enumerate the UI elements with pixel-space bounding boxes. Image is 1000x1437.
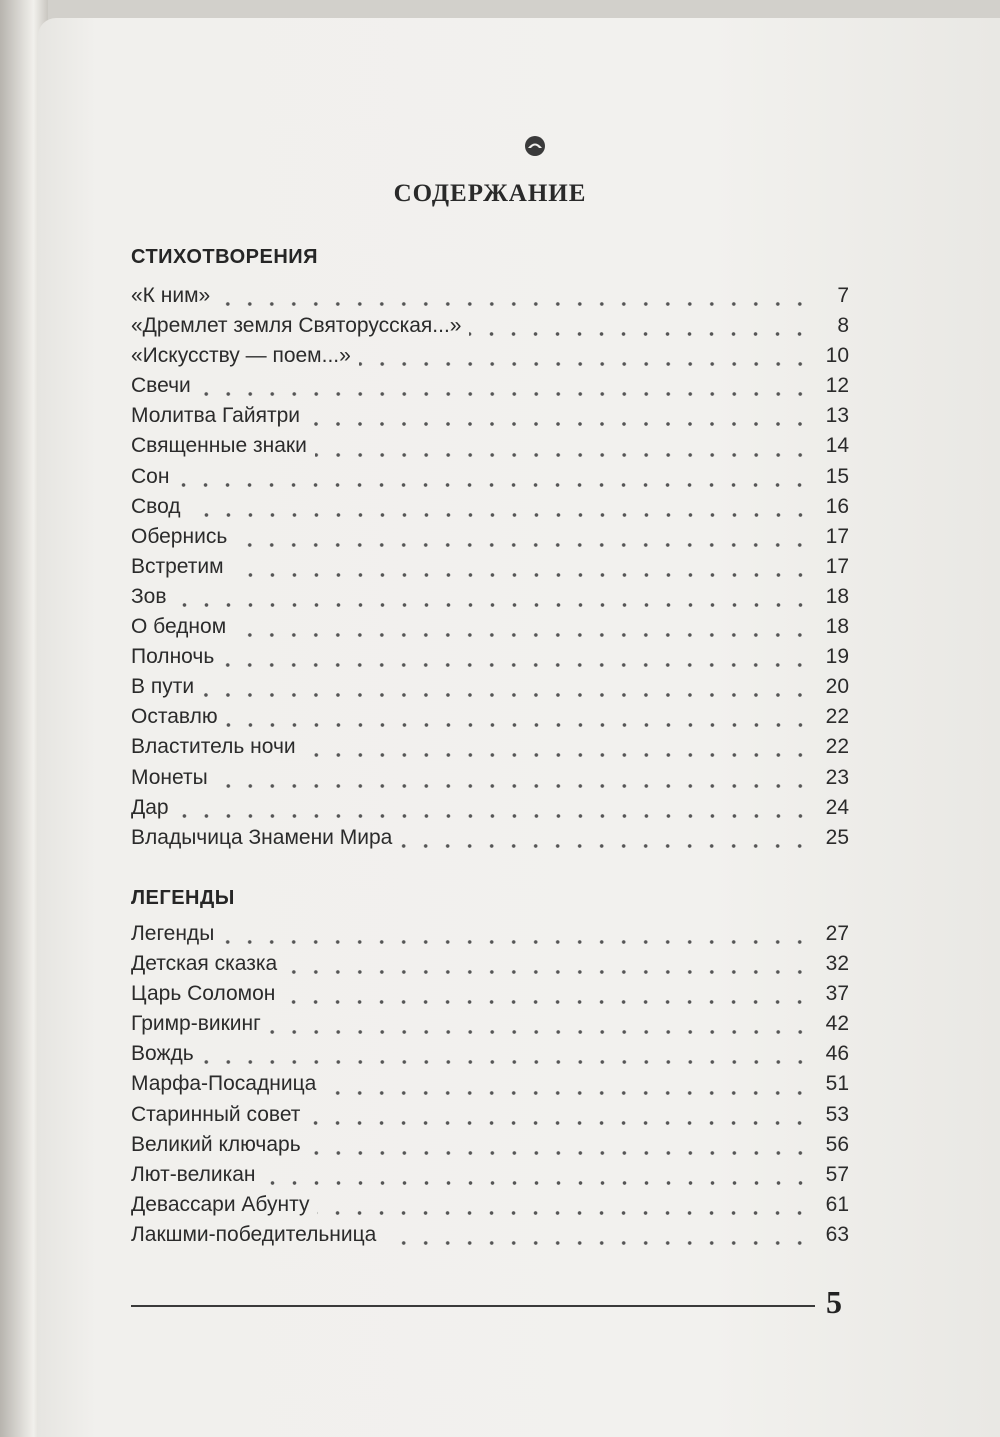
toc-entry	[131, 284, 849, 314]
toc-entry-title: Свод	[131, 494, 181, 518]
toc-entry	[131, 922, 849, 952]
toc-entry-title: Царь Соломон	[131, 982, 276, 1006]
toc-entry-page: 51	[825, 1072, 849, 1096]
toc-entry-page: 19	[825, 645, 849, 669]
toc-entry-page: 24	[825, 795, 849, 819]
toc-entry	[131, 465, 849, 495]
toc-entry-page: 13	[825, 404, 849, 428]
toc-entry	[131, 826, 849, 856]
toc-list-legends	[131, 922, 849, 1253]
dot-leader	[202, 692, 811, 698]
toc-entry-page: 61	[825, 1192, 849, 1216]
toc-entry-page: 23	[825, 765, 849, 789]
toc-entry	[131, 675, 849, 705]
toc-entry	[131, 434, 849, 464]
dot-leader	[309, 1150, 811, 1156]
toc-entry-title: Сон	[131, 464, 170, 488]
toc-entry-title: Лакшми-победительница	[131, 1222, 377, 1246]
dot-leader	[235, 542, 811, 548]
dot-leader	[283, 999, 811, 1005]
toc-entry	[131, 1042, 849, 1072]
toc-entry-title: О бедном	[131, 615, 227, 639]
toc-entry	[131, 1012, 849, 1042]
toc-entry-title: Полночь	[131, 645, 215, 669]
page-number: 5	[826, 1284, 842, 1320]
toc-entry-page: 17	[825, 524, 849, 548]
toc-entry-title: Дар	[131, 795, 169, 819]
section-heading-poems: СТИХОТВОРЕНИЯ	[131, 246, 319, 268]
toc-entry-title: В пути	[131, 675, 195, 699]
dot-leader	[189, 512, 811, 518]
toc-entry-page: 14	[825, 434, 849, 458]
toc-entry	[131, 585, 849, 615]
dot-leader	[177, 482, 811, 488]
dot-leader	[359, 361, 811, 367]
toc-entry-page: 22	[825, 705, 849, 729]
dot-leader	[308, 1120, 811, 1126]
dot-leader	[226, 722, 811, 728]
toc-entry	[131, 796, 849, 826]
toc-entry	[131, 555, 849, 585]
dot-leader	[400, 843, 811, 849]
toc-entry	[131, 1193, 849, 1223]
toc-entry-page: 12	[825, 374, 849, 398]
toc-entry-title: Монеты	[131, 765, 208, 789]
toc-entry	[131, 615, 849, 645]
toc-entry-page: 63	[825, 1222, 849, 1246]
toc-entry-page: 18	[825, 584, 849, 608]
dot-leader	[308, 421, 811, 427]
toc-entry-page: 53	[825, 1102, 849, 1126]
toc-entry	[131, 344, 849, 374]
toc-entry-page: 7	[837, 284, 849, 307]
toc-entry-title: «Дремлет земля Святорусская...»	[131, 314, 462, 338]
toc-entry	[131, 1223, 849, 1253]
dot-leader	[269, 1029, 811, 1035]
page-title: СОДЕРЖАНИЕ	[393, 180, 587, 207]
toc-entry-page: 20	[825, 675, 849, 699]
toc-entry-page: 18	[825, 615, 849, 639]
dot-leader	[384, 1240, 811, 1246]
lotus-ornament-icon	[524, 135, 546, 157]
toc-entry-page: 25	[825, 825, 849, 849]
toc-entry-title: Оставлю	[131, 705, 218, 729]
toc-entry	[131, 1133, 849, 1163]
toc-entry-page: 27	[825, 922, 849, 945]
toc-entry	[131, 1072, 849, 1102]
toc-entry	[131, 766, 849, 796]
dot-leader	[222, 662, 811, 668]
toc-entry-page: 15	[825, 464, 849, 488]
toc-entry	[131, 645, 849, 675]
toc-entry-page: 42	[825, 1012, 849, 1036]
toc-entry-title: Лют-великан	[131, 1162, 256, 1186]
toc-entry	[131, 735, 849, 765]
toc-entry-title: Вождь	[131, 1042, 194, 1066]
toc-entry-title: «К ним»	[131, 284, 211, 307]
dot-leader	[216, 783, 811, 789]
toc-entry-title: Зов	[131, 584, 167, 608]
toc-entry-title: Детская сказка	[131, 952, 278, 976]
toc-entry-page: 8	[837, 314, 849, 338]
toc-entry-page: 10	[825, 344, 849, 368]
toc-entry-title: Властитель ночи	[131, 735, 296, 759]
toc-entry	[131, 1163, 849, 1193]
toc-entry-title: Марфа-Посадница	[131, 1072, 317, 1096]
toc-entry-page: 16	[825, 494, 849, 518]
toc-entry	[131, 982, 849, 1012]
toc-entry-page: 57	[825, 1162, 849, 1186]
toc-entry	[131, 374, 849, 404]
dot-leader	[469, 331, 811, 337]
toc-entry-page: 17	[825, 554, 849, 578]
toc-entry-title: Свечи	[131, 374, 191, 398]
dot-leader	[222, 939, 811, 945]
dot-leader	[218, 301, 811, 307]
toc-entry	[131, 952, 849, 982]
toc-list-poems	[131, 284, 849, 856]
toc-entry	[131, 525, 849, 555]
dot-leader	[199, 391, 811, 397]
toc-entry-page: 56	[825, 1132, 849, 1156]
toc-entry-title: Владычица Знамени Мира	[131, 825, 393, 849]
dot-leader	[177, 813, 811, 819]
dot-leader	[285, 969, 811, 975]
toc-entry	[131, 705, 849, 735]
toc-entry-page: 32	[825, 952, 849, 976]
toc-entry	[131, 495, 849, 525]
toc-entry-title: Молитва Гайятри	[131, 404, 300, 428]
toc-entry	[131, 404, 849, 434]
toc-entry-page: 37	[825, 982, 849, 1006]
toc-entry-title: Встретим	[131, 554, 224, 578]
dot-leader	[324, 1090, 811, 1096]
section-heading-legends: ЛЕГЕНДЫ	[131, 887, 235, 909]
dot-leader	[315, 452, 811, 458]
toc-entry	[131, 1103, 849, 1133]
dot-leader	[232, 572, 811, 578]
toc-entry-title: Великий ключарь	[131, 1132, 301, 1156]
toc-entry-title: Старинный совет	[131, 1102, 301, 1126]
dot-leader	[317, 1210, 811, 1216]
toc-entry-title: Легенды	[131, 922, 215, 945]
footer-rule	[131, 1305, 815, 1307]
dot-leader	[304, 752, 811, 758]
toc-entry	[131, 314, 849, 344]
toc-entry-page: 46	[825, 1042, 849, 1066]
toc-entry-title: Гримр-викинг	[131, 1012, 261, 1036]
dot-leader	[264, 1180, 812, 1186]
dot-leader	[234, 632, 811, 638]
dot-leader	[202, 1059, 811, 1065]
toc-entry-title: Обернись	[131, 524, 228, 548]
toc-entry-title: Девассари Абунту	[131, 1192, 310, 1216]
dot-leader	[175, 602, 811, 608]
toc-entry-page: 22	[825, 735, 849, 759]
toc-entry-title: «Искусству — поем...»	[131, 344, 351, 368]
toc-entry-title: Священные знаки	[131, 434, 307, 458]
